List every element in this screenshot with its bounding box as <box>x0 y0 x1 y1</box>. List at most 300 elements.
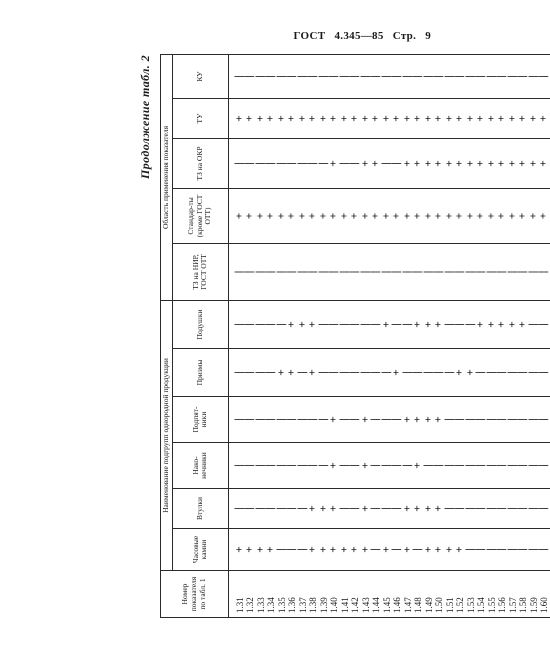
mark-cell: + <box>413 188 424 243</box>
table-row <box>518 54 529 617</box>
mark-cell: | <box>413 243 424 300</box>
mark-cell: + <box>403 529 414 571</box>
mark-cell: + <box>529 98 540 138</box>
mark-cell: + <box>371 188 382 243</box>
mark-cell: | <box>434 443 445 489</box>
mark-cell: | <box>277 300 288 348</box>
mark-cell: + <box>476 98 487 138</box>
mark-cell: | <box>228 349 245 397</box>
mark-cell: + <box>319 188 330 243</box>
mark-cell: | <box>539 443 550 489</box>
table-row <box>361 54 372 617</box>
mark-cell: | <box>518 349 529 397</box>
mark-cell: | <box>340 489 351 529</box>
mark-cell: | <box>245 443 256 489</box>
mark-cell: | <box>298 529 309 571</box>
mark-cell: | <box>529 489 540 529</box>
mark-cell: + <box>340 98 351 138</box>
mark-cell: | <box>382 54 393 98</box>
table-row <box>403 54 414 617</box>
mark-cell: | <box>228 443 245 489</box>
mark-cell: | <box>466 443 477 489</box>
mark-cell: + <box>371 138 382 188</box>
mark-cell: | <box>392 138 403 188</box>
mark-cell: + <box>329 489 340 529</box>
mark-cell: | <box>476 349 487 397</box>
mark-cell: | <box>308 243 319 300</box>
mark-cell: | <box>350 300 361 348</box>
mark-cell: | <box>403 443 414 489</box>
mark-cell: + <box>228 529 245 571</box>
mark-cell: | <box>245 300 256 348</box>
mark-cell: + <box>434 188 445 243</box>
mark-cell: | <box>287 243 298 300</box>
mark-cell: + <box>424 300 435 348</box>
table-row <box>455 54 466 617</box>
mark-cell: + <box>245 188 256 243</box>
row-number-cell: 1.52 <box>455 571 466 618</box>
mark-cell: | <box>476 529 487 571</box>
mark-cell: | <box>508 443 519 489</box>
mark-cell: | <box>508 349 519 397</box>
mark-cell: | <box>403 243 414 300</box>
table-row <box>308 54 319 617</box>
mark-cell: + <box>539 188 550 243</box>
mark-cell: + <box>392 188 403 243</box>
mark-cell: + <box>298 98 309 138</box>
col-header-tips: Нако-нечники <box>172 443 228 489</box>
mark-cell: | <box>371 349 382 397</box>
row-number-cell: 1.42 <box>350 571 361 618</box>
mark-cell: | <box>308 54 319 98</box>
mark-cell: | <box>277 54 288 98</box>
mark-cell: + <box>508 138 519 188</box>
mark-cell: | <box>424 349 435 397</box>
mark-cell: | <box>298 54 309 98</box>
mark-cell: + <box>434 529 445 571</box>
row-number-cell: 1.45 <box>382 571 393 618</box>
mark-cell: | <box>340 138 351 188</box>
mark-cell: | <box>277 397 288 443</box>
mark-cell: | <box>392 54 403 98</box>
table-row <box>340 54 351 617</box>
mark-cell: | <box>455 489 466 529</box>
table-row <box>434 54 445 617</box>
mark-cell: + <box>287 188 298 243</box>
mark-cell: | <box>497 349 508 397</box>
standard-label: ГОСТ <box>293 30 326 42</box>
mark-cell: | <box>298 138 309 188</box>
table-row <box>487 54 498 617</box>
mark-cell: + <box>350 529 361 571</box>
mark-cell: | <box>455 243 466 300</box>
mark-cell: | <box>350 243 361 300</box>
mark-cell: | <box>266 443 277 489</box>
mark-cell: + <box>287 98 298 138</box>
mark-cell: | <box>455 443 466 489</box>
mark-cell: | <box>466 300 477 348</box>
table-row <box>298 54 309 617</box>
row-number-cell: 1.59 <box>529 571 540 618</box>
mark-cell: | <box>497 489 508 529</box>
col-header-ku: КУ <box>172 54 228 98</box>
mark-cell: + <box>445 98 456 138</box>
mark-cell: | <box>371 300 382 348</box>
mark-cell: | <box>508 529 519 571</box>
mark-cell: | <box>350 54 361 98</box>
mark-cell: | <box>340 443 351 489</box>
mark-cell: + <box>539 98 550 138</box>
row-number-cell: 1.57 <box>508 571 519 618</box>
mark-cell: | <box>319 397 330 443</box>
mark-cell: | <box>371 397 382 443</box>
mark-cell: | <box>434 349 445 397</box>
mark-cell: | <box>256 243 267 300</box>
mark-cell: + <box>256 98 267 138</box>
row-number-cell: 1.47 <box>403 571 414 618</box>
mark-cell: + <box>245 98 256 138</box>
row-number-cell: 1.39 <box>319 571 330 618</box>
mark-cell: | <box>424 54 435 98</box>
mark-cell: + <box>497 188 508 243</box>
mark-cell: | <box>350 443 361 489</box>
mark-cell: + <box>287 300 298 348</box>
mark-cell: | <box>455 397 466 443</box>
mark-cell: | <box>228 138 245 188</box>
mark-cell: | <box>266 489 277 529</box>
mark-cell: + <box>424 397 435 443</box>
mark-cell: | <box>371 243 382 300</box>
mark-cell: + <box>424 188 435 243</box>
col-header-thrust-bearings: Подпят-ники <box>172 397 228 443</box>
mark-cell: | <box>277 443 288 489</box>
mark-cell: + <box>319 529 330 571</box>
mark-cell: + <box>424 138 435 188</box>
mark-cell: | <box>434 54 445 98</box>
mark-cell: | <box>487 529 498 571</box>
mark-cell: + <box>424 98 435 138</box>
mark-cell: | <box>518 443 529 489</box>
mark-cell: | <box>539 489 550 529</box>
row-number-cell: 1.36 <box>287 571 298 618</box>
mark-cell: | <box>434 243 445 300</box>
row-number-cell: 1.60 <box>539 571 550 618</box>
mark-cell: + <box>361 188 372 243</box>
mark-cell: | <box>466 529 477 571</box>
mark-cell: | <box>466 489 477 529</box>
mark-cell: | <box>529 243 540 300</box>
mark-cell: | <box>508 243 519 300</box>
mark-cell: + <box>382 98 393 138</box>
mark-cell: | <box>228 243 245 300</box>
applicability-table <box>160 54 550 618</box>
mark-cell: | <box>529 300 540 348</box>
col-group-area: Область применения показателя <box>161 54 173 300</box>
mark-cell: | <box>382 443 393 489</box>
mark-cell: | <box>266 138 277 188</box>
mark-cell: | <box>340 300 351 348</box>
mark-cell: + <box>539 138 550 188</box>
mark-cell: + <box>518 300 529 348</box>
mark-cell: | <box>361 243 372 300</box>
mark-cell: | <box>382 397 393 443</box>
mark-cell: + <box>361 138 372 188</box>
mark-cell: | <box>455 54 466 98</box>
mark-cell: | <box>319 443 330 489</box>
mark-cell: + <box>434 138 445 188</box>
mark-cell: + <box>277 188 288 243</box>
mark-cell: + <box>361 529 372 571</box>
mark-cell: + <box>466 98 477 138</box>
mark-cell: | <box>466 397 477 443</box>
mark-cell: | <box>476 397 487 443</box>
mark-cell: | <box>277 243 288 300</box>
mark-cell: | <box>319 243 330 300</box>
mark-cell: + <box>266 529 277 571</box>
mark-cell: | <box>277 138 288 188</box>
mark-cell: + <box>329 98 340 138</box>
mark-cell: | <box>445 54 456 98</box>
mark-cell: | <box>392 443 403 489</box>
mark-cell: + <box>228 98 245 138</box>
mark-cell: | <box>319 349 330 397</box>
row-number-cell: 1.48 <box>413 571 424 618</box>
mark-cell: + <box>403 188 414 243</box>
row-number-cell: 1.34 <box>266 571 277 618</box>
mark-cell: + <box>277 349 288 397</box>
row-number-cell: 1.32 <box>245 571 256 618</box>
mark-cell: + <box>497 98 508 138</box>
mark-cell: | <box>287 397 298 443</box>
mark-cell: | <box>371 489 382 529</box>
mark-cell: | <box>287 443 298 489</box>
mark-cell: + <box>434 489 445 529</box>
mark-cell: + <box>392 98 403 138</box>
mark-cell: + <box>329 529 340 571</box>
col-header-prisms: Призмы <box>172 349 228 397</box>
mark-cell: + <box>361 397 372 443</box>
mark-cell: | <box>256 54 267 98</box>
mark-cell: + <box>476 300 487 348</box>
mark-cell: | <box>298 443 309 489</box>
mark-cell: + <box>455 138 466 188</box>
mark-cell: | <box>413 349 424 397</box>
table-row <box>329 54 340 617</box>
mark-cell: + <box>340 188 351 243</box>
mark-cell: | <box>245 138 256 188</box>
mark-cell: + <box>403 489 414 529</box>
mark-cell: | <box>424 443 435 489</box>
mark-cell: | <box>329 300 340 348</box>
mark-cell: | <box>298 397 309 443</box>
table-row <box>539 54 550 617</box>
mark-cell: | <box>266 397 277 443</box>
mark-cell: | <box>403 54 414 98</box>
mark-cell: | <box>476 243 487 300</box>
table-row <box>382 54 393 617</box>
mark-cell: + <box>413 443 424 489</box>
row-number-cell: 1.31 <box>228 571 245 618</box>
mark-cell: + <box>413 300 424 348</box>
mark-cell: | <box>529 443 540 489</box>
table-row <box>508 54 519 617</box>
col-header-tu: ТУ <box>172 98 228 138</box>
mark-cell: | <box>361 349 372 397</box>
col-header-pads: Подушки <box>172 300 228 348</box>
mark-cell: + <box>382 188 393 243</box>
mark-cell: | <box>487 349 498 397</box>
mark-cell: + <box>413 98 424 138</box>
mark-cell: | <box>298 243 309 300</box>
mark-cell: | <box>539 397 550 443</box>
mark-cell: | <box>298 489 309 529</box>
mark-cell: + <box>403 98 414 138</box>
table-row <box>413 54 424 617</box>
mark-cell: | <box>277 489 288 529</box>
mark-cell: | <box>392 300 403 348</box>
row-number-cell: 1.56 <box>497 571 508 618</box>
mark-cell: | <box>392 489 403 529</box>
mark-cell: | <box>382 489 393 529</box>
mark-cell: + <box>298 188 309 243</box>
mark-cell: + <box>266 98 277 138</box>
mark-cell: + <box>508 98 519 138</box>
mark-cell: + <box>497 300 508 348</box>
row-number-cell: 1.37 <box>298 571 309 618</box>
mark-cell: | <box>266 54 277 98</box>
col-header-watch-jewels: Часовые камни <box>172 529 228 571</box>
mark-cell: | <box>539 300 550 348</box>
mark-cell: + <box>329 188 340 243</box>
mark-cell: + <box>228 188 245 243</box>
mark-cell: + <box>350 188 361 243</box>
table-row <box>350 54 361 617</box>
mark-cell: | <box>445 349 456 397</box>
mark-cell: + <box>329 138 340 188</box>
mark-cell: + <box>371 98 382 138</box>
mark-cell: + <box>487 188 498 243</box>
row-number-cell: 1.58 <box>518 571 529 618</box>
row-number-cell: 1.33 <box>256 571 267 618</box>
row-number-cell: 1.44 <box>371 571 382 618</box>
table-row <box>371 54 382 617</box>
mark-cell: + <box>487 138 498 188</box>
mark-cell: + <box>256 529 267 571</box>
row-number-cell: 1.51 <box>445 571 456 618</box>
table-row <box>424 54 435 617</box>
mark-cell: | <box>287 138 298 188</box>
mark-cell: | <box>329 54 340 98</box>
table-row <box>256 54 267 617</box>
mark-cell: + <box>413 397 424 443</box>
mark-cell: + <box>361 98 372 138</box>
mark-cell: | <box>256 489 267 529</box>
mark-cell: | <box>340 243 351 300</box>
mark-cell: + <box>476 138 487 188</box>
mark-cell: | <box>508 489 519 529</box>
mark-cell: | <box>228 489 245 529</box>
mark-cell: | <box>403 300 414 348</box>
mark-cell: | <box>476 443 487 489</box>
mark-cell: | <box>361 54 372 98</box>
mark-cell: + <box>424 529 435 571</box>
mark-cell: | <box>518 397 529 443</box>
table-body <box>228 54 550 617</box>
col-header-tz-okr: ТЗ на ОКР <box>172 138 228 188</box>
mark-cell: | <box>529 54 540 98</box>
mark-cell: | <box>529 349 540 397</box>
mark-cell: | <box>476 54 487 98</box>
mark-cell: | <box>329 243 340 300</box>
mark-cell: | <box>487 54 498 98</box>
mark-cell: + <box>403 397 414 443</box>
mark-cell: | <box>319 300 330 348</box>
mark-cell: | <box>319 138 330 188</box>
mark-cell: | <box>539 243 550 300</box>
mark-cell: | <box>256 138 267 188</box>
mark-cell: | <box>382 349 393 397</box>
mark-cell: + <box>392 349 403 397</box>
row-number-cell: 1.53 <box>466 571 477 618</box>
mark-cell: | <box>287 489 298 529</box>
mark-cell: | <box>539 54 550 98</box>
table-row <box>497 54 508 617</box>
mark-cell: | <box>350 349 361 397</box>
mark-cell: | <box>308 443 319 489</box>
mark-cell: + <box>424 489 435 529</box>
mark-cell: | <box>245 349 256 397</box>
mark-cell: | <box>518 243 529 300</box>
row-number-cell: 1.35 <box>277 571 288 618</box>
mark-cell: + <box>466 138 477 188</box>
table-row <box>476 54 487 617</box>
mark-cell: + <box>245 529 256 571</box>
mark-cell: | <box>392 243 403 300</box>
mark-cell: + <box>476 188 487 243</box>
mark-cell: | <box>497 243 508 300</box>
mark-cell: | <box>256 349 267 397</box>
mark-cell: | <box>371 529 382 571</box>
mark-cell: | <box>245 397 256 443</box>
mark-cell: | <box>539 349 550 397</box>
mark-cell: | <box>361 300 372 348</box>
mark-cell: + <box>445 138 456 188</box>
mark-cell: + <box>298 300 309 348</box>
mark-cell: + <box>308 98 319 138</box>
mark-cell: + <box>308 489 319 529</box>
table-row <box>529 54 540 617</box>
mark-cell: | <box>487 443 498 489</box>
mark-cell: | <box>340 54 351 98</box>
mark-cell: | <box>518 489 529 529</box>
mark-cell: + <box>434 98 445 138</box>
mark-cell: + <box>256 188 267 243</box>
mark-cell: | <box>340 349 351 397</box>
mark-cell: + <box>508 300 519 348</box>
mark-cell: + <box>361 489 372 529</box>
mark-cell: | <box>308 138 319 188</box>
mark-cell: | <box>445 397 456 443</box>
row-number-cell: 1.49 <box>424 571 435 618</box>
table-row <box>287 54 298 617</box>
mark-cell: | <box>382 138 393 188</box>
mark-cell: | <box>256 443 267 489</box>
mark-cell: | <box>487 489 498 529</box>
mark-cell: | <box>228 397 245 443</box>
mark-cell: | <box>508 54 519 98</box>
row-number-cell: 1.54 <box>476 571 487 618</box>
mark-cell: | <box>445 300 456 348</box>
